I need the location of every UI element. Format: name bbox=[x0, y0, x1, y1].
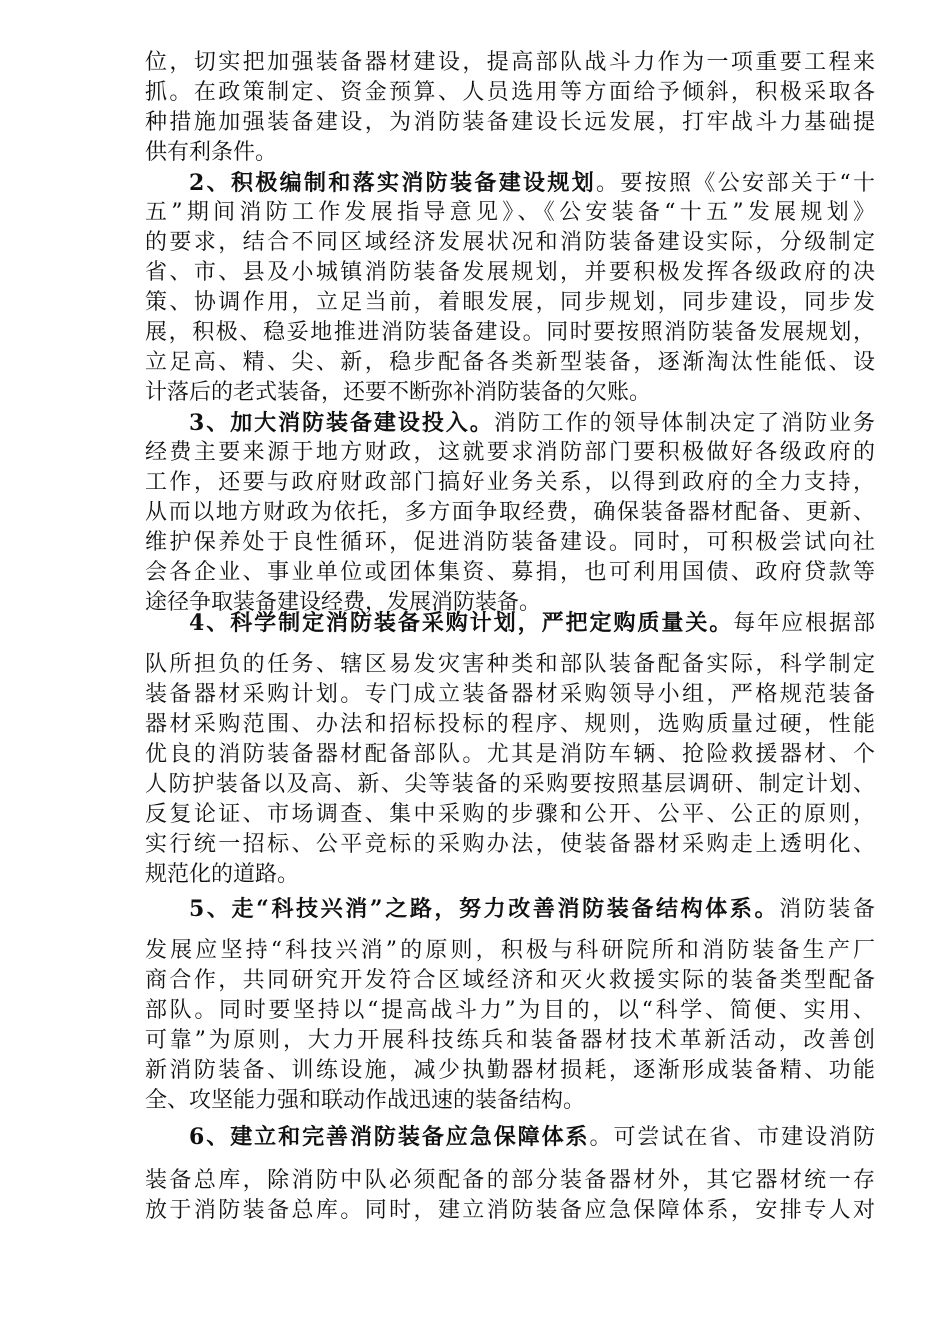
paragraph-5-heading-line bbox=[145, 894, 875, 924]
paragraph-text: 消防装备 bbox=[779, 897, 875, 922]
section-heading: 5、走“科技兴消”之路，努力改善消防装备结构体系。 bbox=[189, 896, 780, 922]
text-line: 装备总库，除消防中队必须配备的部分装备器材外，其它器材统一存 bbox=[145, 1168, 875, 1193]
paragraph-2 bbox=[145, 168, 875, 408]
paragraph-3 bbox=[145, 408, 875, 618]
text-line: 新消防装备、训练设施，减少执勤器材损耗，逐渐形成装备精、功能 bbox=[145, 1058, 875, 1083]
text-line: 可靠”为原则，大力开展科技练兵和装备器材技术革新活动，改善创 bbox=[145, 1028, 875, 1053]
paragraph-text: 。要按照《公安部关于“十 bbox=[596, 171, 875, 196]
text-line: 维护保养处于良性循环，促进消防装备建设。同时，可积极尝试向社 bbox=[145, 530, 875, 555]
text-line: 优良的消防装备器材配备部队。尤其是消防车辆、抢险救援器材、个 bbox=[145, 742, 875, 767]
text-line: 抓。在政策制定、资金预算、人员选用等方面给予倾斜，积极采取各 bbox=[145, 80, 875, 105]
text-line: 队所担负的任务、辖区易发灾害种类和部队装备配备实际，科学制定 bbox=[145, 652, 875, 677]
paragraph-6-body bbox=[145, 1166, 875, 1226]
section-heading: 2、积极编制和落实消防装备建设规划 bbox=[189, 170, 597, 196]
text-line: 规范化的道路。 bbox=[145, 862, 300, 887]
text-line: 人防护装备以及高、新、尖等装备的采购要按照基层调研、制定计划、 bbox=[145, 772, 875, 797]
text-line: 放于消防装备总库。同时，建立消防装备应急保障体系，安排专人对 bbox=[145, 1198, 875, 1223]
text-line: 的要求，结合不同区域经济发展状况和消防装备建设实际，分级制定 bbox=[145, 230, 875, 255]
text-line: 位，切实把加强装备器材建设，提高部队战斗力作为一项重要工程来 bbox=[145, 50, 875, 75]
paragraph-6-heading-line bbox=[145, 1122, 875, 1152]
text-line: 省、市、县及小城镇消防装备发展规划，并要积极发挥各级政府的决 bbox=[145, 260, 875, 285]
paragraph-text: 消防工作的领导体制决定了消防业务 bbox=[493, 411, 875, 436]
text-line: 经费主要来源于地方财政，这就要求消防部门要积极做好各级政府的 bbox=[145, 440, 875, 465]
paragraph-first-line bbox=[145, 1122, 875, 1152]
paragraph-text: 。可尝试在省、市建设消防 bbox=[589, 1125, 875, 1150]
text-line: 会各企业、事业单位或团体集资、募捐，也可利用国债、政府贷款等 bbox=[145, 560, 875, 585]
text-line: 部队。同时要坚持以“提高战斗力”为目的，以“科学、简便、实用、 bbox=[145, 998, 875, 1023]
paragraph-5-body bbox=[145, 936, 875, 1116]
paragraph-text: 每年应根据部 bbox=[733, 611, 875, 636]
text-line: 途径争取装备建设经费，发展消防装备。 bbox=[145, 590, 542, 615]
text-line: 立足高、精、尖、新，稳步配备各类新型装备，逐渐淘汰性能低、设 bbox=[145, 350, 875, 375]
paragraph-first-line bbox=[145, 168, 875, 198]
paragraph-first-line bbox=[145, 608, 875, 638]
section-heading: 6、建立和完善消防装备应急保障体系 bbox=[189, 1124, 590, 1150]
text-line: 商合作，共同研究开发符合区域经济和灭火救援实际的装备类型配备 bbox=[145, 968, 875, 993]
text-line: 种措施加强装备建设，为消防装备建设长远发展，打牢战斗力基础提 bbox=[145, 110, 875, 135]
text-line: 策、协调作用，立足当前，着眼发展，同步规划，同步建设，同步发 bbox=[145, 290, 875, 315]
section-heading: 4、科学制定消防装备采购计划，严把定购质量关。 bbox=[189, 610, 734, 636]
text-line: 从而以地方财政为依托，多方面争取经费，确保装备器材配备、更新、 bbox=[145, 500, 875, 525]
section-heading: 3、加大消防装备建设投入。 bbox=[189, 410, 494, 436]
text-line: 反复论证、市场调查、集中采购的步骤和公开、公平、公正的原则， bbox=[145, 802, 875, 827]
text-line: 发展应坚持“科技兴消”的原则，积极与科研院所和消防装备生产厂 bbox=[145, 938, 875, 963]
text-line: 五”期间消防工作发展指导意见》、《公安装备“十五”发展规划》 bbox=[145, 200, 875, 225]
text-line: 器材采购范围、办法和招标投标的程序、规则，选购质量过硬，性能 bbox=[145, 712, 875, 737]
text-line: 供有利条件。 bbox=[145, 140, 278, 165]
text-line: 计落后的老式装备，还要不断弥补消防装备的欠账。 bbox=[145, 380, 652, 405]
text-line: 全、攻坚能力强和联动作战迅速的装备结构。 bbox=[145, 1088, 586, 1113]
text-line: 工作，还要与政府财政部门搞好业务关系，以得到政府的全力支持， bbox=[145, 470, 875, 495]
text-line: 装备器材采购计划。专门成立装备器材采购领导小组，严格规范装备 bbox=[145, 682, 875, 707]
paragraph-first-line bbox=[145, 408, 875, 438]
paragraph-1 bbox=[145, 48, 875, 168]
text-line: 实行统一招标、公平竞标的采购办法，使装备器材采购走上透明化、 bbox=[145, 832, 875, 857]
paragraph-4-body bbox=[145, 650, 875, 890]
paragraph-first-line bbox=[145, 894, 875, 924]
paragraph-4-heading-line bbox=[145, 608, 875, 638]
text-line: 展，积极、稳妥地推进消防装备建设。同时要按照消防装备发展规划， bbox=[145, 320, 875, 345]
